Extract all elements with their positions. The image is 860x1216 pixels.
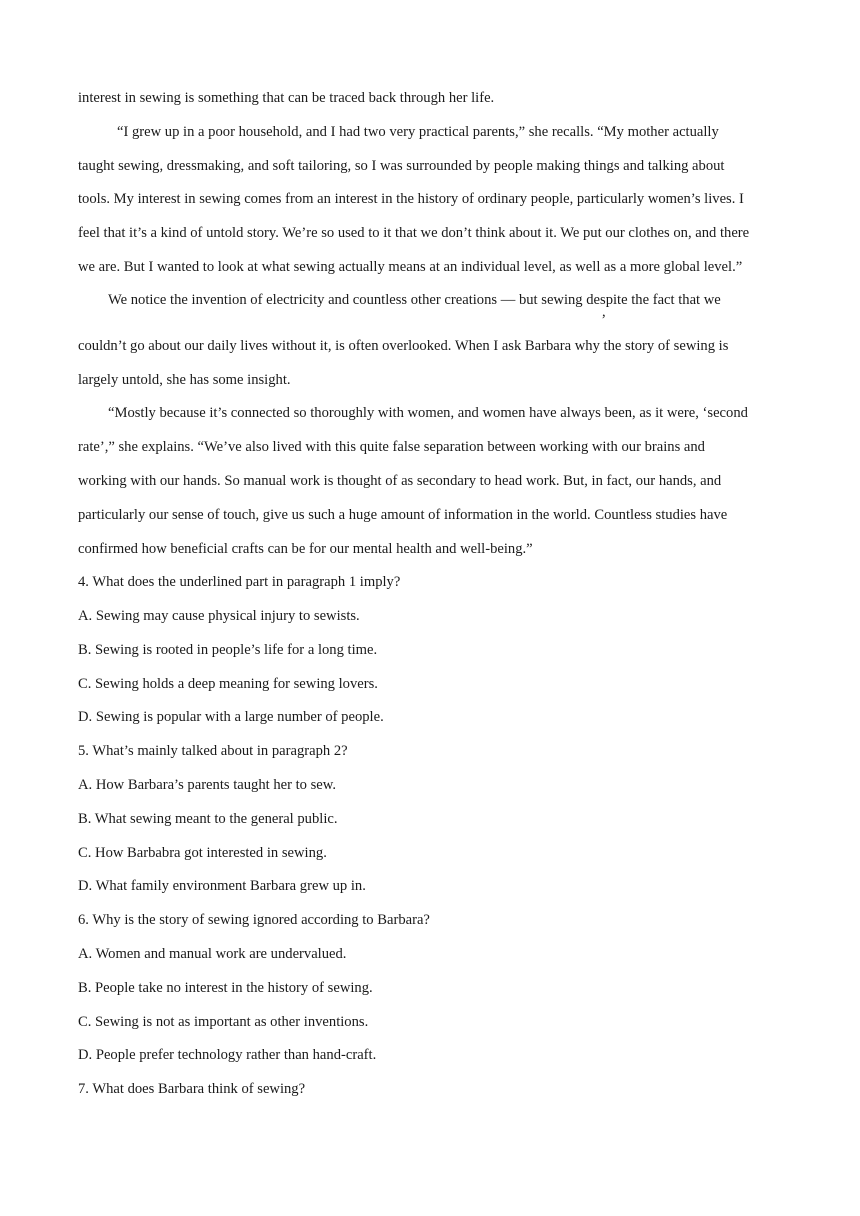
passage-line: confirmed how beneficial crafts can be for our mental health and well-being.” [78, 541, 533, 557]
passage-line: rate’,” she explains. “We’ve also lived with this quite false separation between working with our brains and [78, 439, 705, 455]
question-option: D. Sewing is popular with a large number of people. [78, 709, 384, 725]
question-stem: 6. Why is the story of sewing ignored according to Barbara? [78, 912, 430, 928]
question-option: A. Sewing may cause physical injury to sewists. [78, 608, 360, 624]
question-option: A. Women and manual work are undervalued. [78, 946, 347, 962]
question-stem: 4. What does the underlined part in paragraph 1 imply? [78, 574, 401, 590]
passage-line: taught sewing, dressmaking, and soft tailoring, so I was surrounded by people making things and talking about [78, 158, 725, 174]
question-stem: 7. What does Barbara think of sewing? [78, 1081, 306, 1097]
passage-line: “I grew up in a poor household, and I had two very practical parents,” she recalls. “My mother actually [117, 124, 719, 140]
passage-line: tools. My interest in sewing comes from an interest in the history of ordinary people, particularly women’s lives. I [78, 191, 744, 207]
passage-line: we are. But I wanted to look at what sewing actually means at an individual level, as well as a more global level.” [78, 259, 743, 275]
question-option: D. What family environment Barbara grew up in. [78, 878, 366, 894]
question-option: C. Sewing is not as important as other inventions. [78, 1014, 369, 1030]
question-option: C. How Barbabra got interested in sewing. [78, 845, 327, 861]
passage-line: largely untold, she has some insight. [78, 372, 291, 388]
passage-line: interest in sewing is something that can be traced back through her life. [78, 90, 495, 106]
passage-line: working with our hands. So manual work is thought of as secondary to head work. But, in fact, our hands, and [78, 473, 722, 489]
question-option: B. People take no interest in the history of sewing. [78, 980, 373, 996]
question-option: B. What sewing meant to the general public. [78, 811, 338, 827]
question-option: B. Sewing is rooted in people’s life for a long time. [78, 642, 378, 658]
question-option: A. How Barbara’s parents taught her to sew. [78, 777, 337, 793]
passage-line: particularly our sense of touch, give us such a huge amount of information in the world. Countless studies have [78, 507, 728, 523]
question-option: C. Sewing holds a deep meaning for sewing lovers. [78, 676, 378, 692]
passage-line: couldn’t go about our daily lives without it, is often overlooked. When I ask Barbara why the story of sewing is [78, 338, 729, 354]
question-stem: 5. What’s mainly talked about in paragraph 2? [78, 743, 348, 759]
passage-line: “Mostly because it’s connected so thoroughly with women, and women have always been, as it were, ‘second [108, 405, 748, 421]
passage-line: We notice the invention of electricity and countless other creations — but sewing despite the fact that we [108, 292, 721, 308]
stray-comma: , [602, 304, 606, 320]
question-option: D. People prefer technology rather than hand-craft. [78, 1047, 377, 1063]
passage-line: feel that it’s a kind of untold story. We’re so used to it that we don’t think about it. We put our clothes on, and there [78, 225, 750, 241]
